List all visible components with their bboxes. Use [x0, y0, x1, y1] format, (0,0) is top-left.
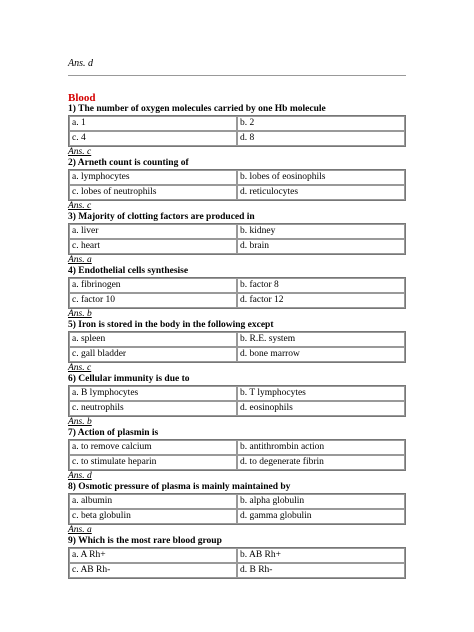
options-row — [69, 278, 405, 293]
option-cell: a. albumin — [69, 494, 237, 509]
option-cell: b. alpha globulin — [237, 494, 405, 509]
option-cell: b. R.E. system — [237, 332, 405, 347]
question-title: 4) Endothelial cells synthesise — [68, 266, 189, 276]
question-block — [68, 427, 406, 481]
section-title: Blood — [68, 92, 96, 104]
question-title: 5) Iron is stored in the body in the following except — [68, 320, 274, 330]
options-row — [69, 440, 405, 455]
options-table — [68, 385, 406, 417]
options-row — [69, 509, 405, 524]
question-title: 3) Majority of clotting factors are produced in — [68, 212, 255, 222]
options-row — [69, 494, 405, 509]
option-cell: a. fibrinogen — [69, 278, 237, 293]
options-row — [69, 224, 405, 239]
question-block — [68, 103, 406, 157]
option-cell: c. to stimulate heparin — [69, 455, 237, 470]
option-cell: b. 2 — [237, 116, 405, 131]
question-title: 7) Action of plasmin is — [68, 428, 159, 438]
answer-label: Ans. c — [68, 201, 92, 211]
option-cell: a. spleen — [69, 332, 237, 347]
options-row — [69, 563, 405, 578]
option-cell: d. B Rh- — [237, 563, 405, 578]
options-row — [69, 455, 405, 470]
option-cell: b. lobes of eosinophils — [237, 170, 405, 185]
option-cell: c. factor 10 — [69, 293, 237, 308]
options-row — [69, 332, 405, 347]
answer-label: Ans. a — [68, 255, 92, 265]
options-row — [69, 239, 405, 254]
options-row — [69, 131, 405, 146]
option-cell: a. to remove calcium — [69, 440, 237, 455]
question-block — [68, 265, 406, 319]
question-block — [68, 535, 406, 579]
option-cell: c. 4 — [69, 131, 237, 146]
option-cell: b. AB Rh+ — [237, 548, 405, 563]
answer-label: Ans. c — [68, 363, 92, 373]
options-table — [68, 169, 406, 201]
question-title: 6) Cellular immunity is due to — [68, 374, 190, 384]
question-block — [68, 157, 406, 211]
option-cell: c. gall bladder — [69, 347, 237, 362]
answer-label: Ans. b — [68, 309, 92, 319]
option-cell: d. reticulocytes — [237, 185, 405, 200]
question-block — [68, 211, 406, 265]
options-table — [68, 493, 406, 525]
question-block — [68, 319, 406, 373]
option-cell: c. heart — [69, 239, 237, 254]
option-cell: c. AB Rh- — [69, 563, 237, 578]
options-row — [69, 116, 405, 131]
options-row — [69, 185, 405, 200]
answer-label: Ans. c — [68, 147, 92, 157]
options-table — [68, 115, 406, 147]
options-table — [68, 331, 406, 363]
option-cell: d. 8 — [237, 131, 405, 146]
option-cell: b. T lymphocytes — [237, 386, 405, 401]
question-title: 8) Osmotic pressure of plasma is mainly maintained by — [68, 482, 291, 492]
options-row — [69, 386, 405, 401]
options-row — [69, 548, 405, 563]
option-cell: d. bone marrow — [237, 347, 405, 362]
option-cell: d. eosinophils — [237, 401, 405, 416]
option-cell: a. lymphocytes — [69, 170, 237, 185]
option-cell: c. beta globulin — [69, 509, 237, 524]
option-cell: d. factor 12 — [237, 293, 405, 308]
divider — [68, 75, 406, 76]
answer-label: Ans. a — [68, 525, 92, 535]
options-row — [69, 293, 405, 308]
question-title: 1) The number of oxygen molecules carried by one Hb molecule — [68, 104, 326, 114]
option-cell: a. B lymphocytes — [69, 386, 237, 401]
question-title: 9) Which is the most rare blood group — [68, 536, 222, 546]
question-title: 2) Arneth count is counting of — [68, 158, 189, 168]
answer-label: Ans. d — [68, 471, 92, 481]
options-table — [68, 547, 406, 579]
question-block — [68, 373, 406, 427]
option-cell: d. gamma globulin — [237, 509, 405, 524]
option-cell: b. kidney — [237, 224, 405, 239]
option-cell: a. 1 — [69, 116, 237, 131]
option-cell: a. A Rh+ — [69, 548, 237, 563]
question-block — [68, 481, 406, 535]
option-cell: c. lobes of neutrophils — [69, 185, 237, 200]
options-row — [69, 401, 405, 416]
options-table — [68, 277, 406, 309]
option-cell: b. factor 8 — [237, 278, 405, 293]
option-cell: c. neutrophils — [69, 401, 237, 416]
answer-label: Ans. b — [68, 417, 92, 427]
option-cell: d. brain — [237, 239, 405, 254]
option-cell: d. to degenerate fibrin — [237, 455, 405, 470]
question-list — [68, 103, 406, 579]
options-row — [69, 170, 405, 185]
previous-answer: Ans. d — [68, 58, 93, 69]
option-cell: a. liver — [69, 224, 237, 239]
option-cell: b. antithrombin action — [237, 440, 405, 455]
options-row — [69, 347, 405, 362]
options-table — [68, 439, 406, 471]
options-table — [68, 223, 406, 255]
